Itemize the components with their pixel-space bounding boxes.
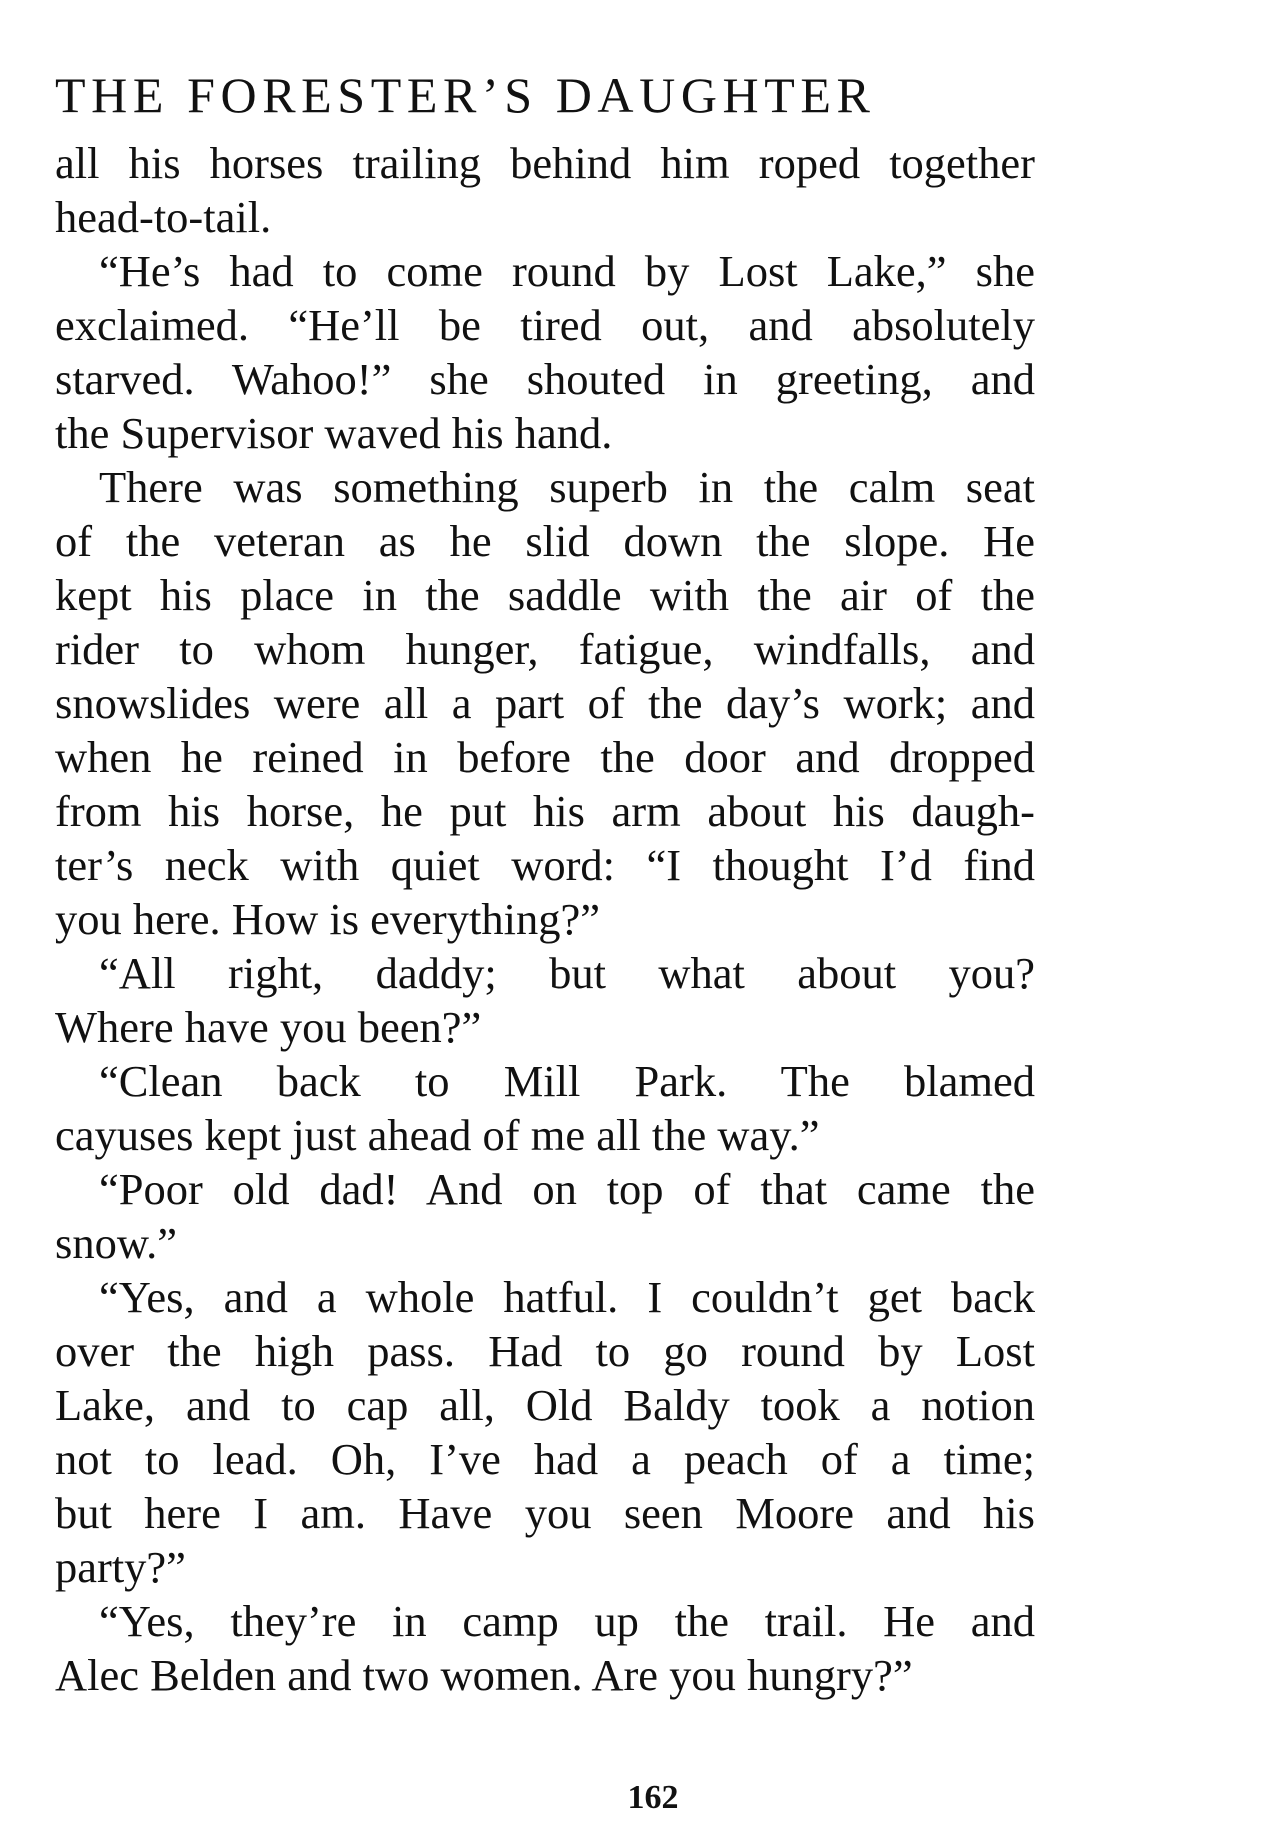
text-line: cayuses kept just ahead of me all the way.” — [55, 1110, 820, 1160]
text-line: starved. Wahoo!” she shouted in greeting, and — [55, 354, 1035, 404]
paragraph — [55, 136, 1035, 244]
text-line: exclaimed. “He’ll be tired out, and absolutely — [55, 300, 1035, 350]
text-line: ter’s neck with quiet word: “I thought I’d find — [55, 840, 1035, 890]
running-head: THE FORESTER’S DAUGHTER — [55, 67, 876, 123]
paragraph — [55, 244, 1035, 460]
text-line: not to lead. Oh, I’ve had a peach of a time; — [55, 1434, 1035, 1484]
paragraph — [55, 1162, 1035, 1270]
text-line: “Poor old dad! And on top of that came the — [99, 1164, 1035, 1214]
text-line: kept his place in the saddle with the air of the — [55, 570, 1035, 620]
paragraph — [55, 946, 1035, 1054]
paragraph — [55, 1594, 1035, 1702]
text-line: party?” — [55, 1542, 186, 1592]
text-line: Alec Belden and two women. Are you hungry?” — [55, 1650, 913, 1700]
text-line: the Supervisor waved his hand. — [55, 408, 613, 458]
text-line: when he reined in before the door and dropped — [55, 732, 1035, 782]
text-line: from his horse, he put his arm about his daugh- — [55, 786, 1035, 836]
text-line: “He’s had to come round by Lost Lake,” she — [99, 246, 1035, 296]
paragraph — [55, 1270, 1035, 1594]
paragraph — [55, 460, 1035, 946]
body-text — [55, 136, 1035, 1702]
text-line: “Clean back to Mill Park. The blamed — [99, 1056, 1035, 1106]
text-line: all his horses trailing behind him roped together — [55, 138, 1035, 188]
text-line: Where have you been?” — [55, 1002, 482, 1052]
text-line: “Yes, and a whole hatful. I couldn’t get back — [99, 1272, 1035, 1322]
book-page — [55, 66, 1035, 1702]
text-line: but here I am. Have you seen Moore and his — [55, 1488, 1035, 1538]
text-line: Lake, and to cap all, Old Baldy took a notion — [55, 1380, 1035, 1430]
text-line: “Yes, they’re in camp up the trail. He and — [99, 1596, 1035, 1646]
page-number: 162 — [627, 1779, 679, 1816]
text-line: you here. How is everything?” — [55, 894, 600, 944]
text-line: snow.” — [55, 1218, 177, 1268]
text-line: rider to whom hunger, fatigue, windfalls, and — [55, 624, 1035, 674]
text-line: snowslides were all a part of the day’s work; and — [55, 678, 1035, 728]
text-line: over the high pass. Had to go round by Lost — [55, 1326, 1035, 1376]
text-line: of the veteran as he slid down the slope. He — [55, 516, 1035, 566]
paragraph — [55, 1054, 1035, 1162]
text-line: head-to-tail. — [55, 192, 272, 242]
text-line: “All right, daddy; but what about you? — [99, 948, 1035, 998]
text-line: There was something superb in the calm seat — [99, 462, 1035, 512]
